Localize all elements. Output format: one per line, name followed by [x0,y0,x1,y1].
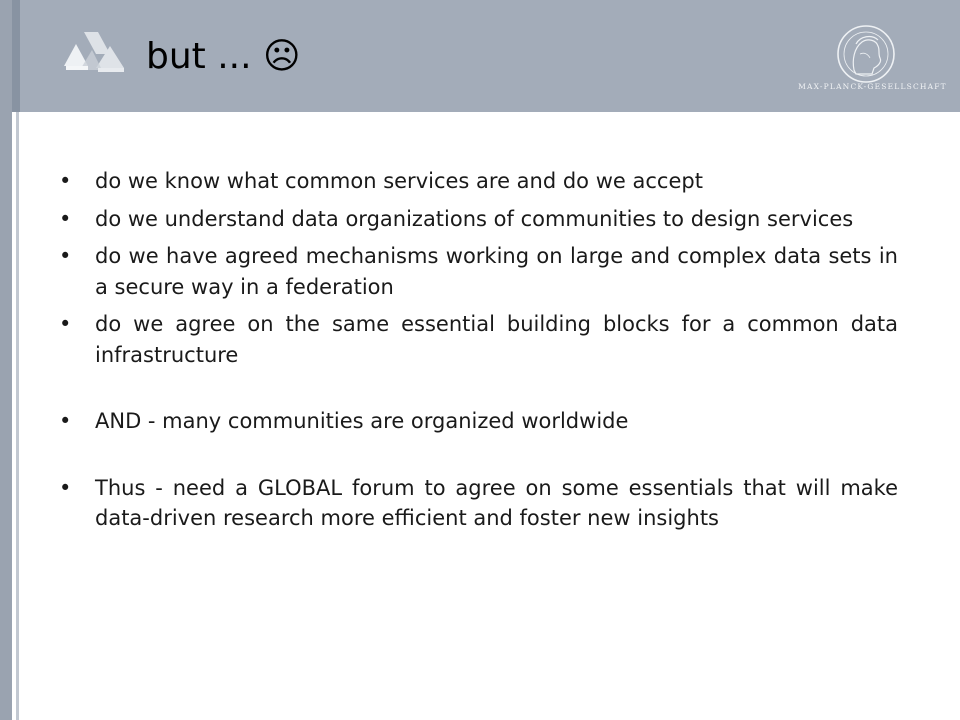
bullet-dot: • [59,475,72,500]
bullet-item [52,241,898,302]
bullet-dot: • [59,169,72,193]
left-accent-bar-inner [12,0,20,112]
bullet-content [52,166,898,534]
bullet-text: Thus - need a GLOBAL forum to agree on some essentials that will make data-driven research more efficient and foster new insights [95,475,898,530]
left-divider-line [16,112,19,720]
bullet-dot: • [59,244,72,268]
bullet-list [52,166,898,534]
bullet-item [52,309,898,370]
bullet-item [52,406,898,437]
bullet-text: do we agree on the same essential building blocks for a common data infrastructure [95,312,898,367]
bullet-text: do we have agreed mechanisms working on large and complex data sets in a secure way in a federation [95,244,898,299]
bullet-dot: • [59,409,72,433]
triangle-logo-icon [58,24,132,86]
bullet-dot: • [59,206,72,231]
bullet-item [52,204,898,235]
bullet-text: do we understand data organizations of communities to design services [95,206,854,231]
bullet-item [52,473,898,534]
left-accent-bar [0,0,12,720]
logo-caption: MAX-PLANCK-GESELLSCHAFT [798,82,947,91]
bullet-dot: • [59,312,72,336]
slide-title: but ... ☹ [146,36,301,77]
bullet-text: do we know what common services are and do we accept [95,169,703,193]
bullet-text: AND - many communities are organized worldwide [95,409,629,433]
bullet-item [52,166,898,197]
